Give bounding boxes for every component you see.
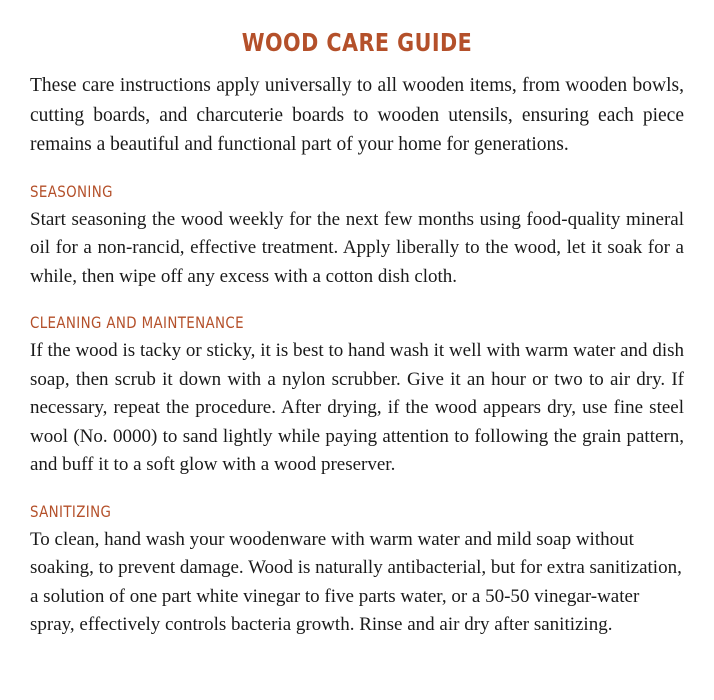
- section-sanitizing: [30, 502, 684, 640]
- section-body-cleaning-and-maintenance: If the wood is tacky or sticky, it is best to hand wash it well with warm water and dish soap, then scrub it down with a nylon scrubber. Give it an hour or two to air dry. If necessary, repeat the procedure. After drying, if the wood appears dry, use fine steel wool (No. 0000) to sand lightly while paying attention to following the grain pattern, and buff it to a soft glow with a wood preserver.: [30, 340, 684, 476]
- section-heading-sanitizing: SANITIZING: [30, 501, 112, 521]
- section-heading-seasoning: SEASONING: [30, 181, 113, 201]
- section-body-sanitizing: To clean, hand wash your woodenware with warm water and mild soap without soaking, to prevent damage. Wood is naturally antibacterial, but for extra sanitization, a solution of one part white vinegar to five parts water, or a 50-50 vinegar-water spray, effectively controls bacteria growth. Rinse and air dry after sanitizing.: [30, 528, 682, 636]
- intro-paragraph: These care instructions apply universally to all wooden items, from wooden bowls, cutting boards, and charcuterie boards to wooden utensils, ensuring each piece remains a beautiful and functional part of your home for generations.: [30, 75, 684, 156]
- page-title: WOOD CARE GUIDE: [241, 28, 473, 57]
- section-body-seasoning: Start seasoning the wood weekly for the next few months using food-quality mineral oil for a non-rancid, effective treatment. Apply liberally to the wood, let it soak for a while, then wipe off any excess with a cotton dish cloth.: [30, 208, 684, 287]
- section-heading-cleaning-and-maintenance: CLEANING AND MAINTENANCE: [30, 313, 244, 333]
- section-cleaning-and-maintenance: [30, 313, 684, 480]
- section-seasoning: [30, 182, 684, 292]
